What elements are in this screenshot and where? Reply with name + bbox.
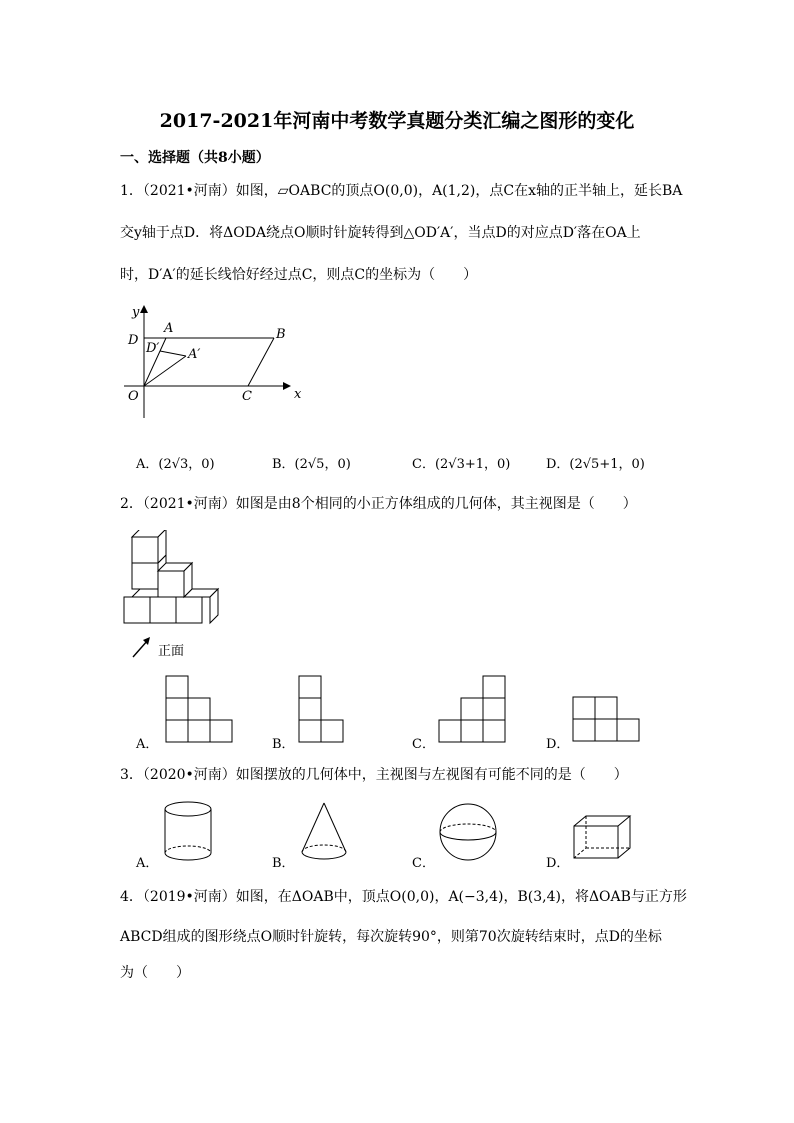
label-a: A	[164, 321, 174, 336]
label-b: B	[276, 327, 286, 342]
q1-line1: 1．（2021•河南）如图，▱OABC的顶点O(0,0)，A(1,2)，点C在x轴的正半轴上，延长BA	[120, 183, 683, 199]
q2-view-d	[572, 696, 642, 742]
label-o: O	[128, 389, 139, 404]
front-label: 正面	[158, 644, 185, 659]
front-arrow-icon	[130, 634, 154, 660]
q4-line1: 4．（2019•河南）如图，在ΔOAB中，顶点O(0,0)，A(−3,4)，B(3,4)，将ΔOAB与正方形	[120, 889, 687, 905]
q2-cube-figure	[118, 530, 223, 630]
page-title: 2017-2021年河南中考数学真题分类汇编之图形的变化	[159, 110, 635, 132]
label-d: D	[128, 333, 139, 348]
q3-option-a[interactable]: A．	[136, 856, 159, 871]
label-d-prime: D′	[146, 341, 160, 356]
line-oa-prime	[144, 356, 186, 386]
q2-line1: 2．（2021•河南）如图是由8个相同的小正方体组成的几何体，其主视图是（ ）	[120, 496, 637, 512]
section-heading: 一、选择题（共8小题）	[120, 150, 270, 166]
q2-view-a	[165, 675, 235, 743]
line-dp-ap	[160, 351, 186, 356]
label-x: x	[294, 387, 302, 402]
cuboid-icon	[572, 814, 634, 862]
q2-option-c[interactable]: C．	[412, 737, 435, 752]
q4-line2: ABCD组成的图形绕点O顺时针旋转，每次旋转90°，则第70次旋转结束时，点D的坐标	[120, 929, 662, 945]
q2-option-d[interactable]: D．	[546, 737, 570, 752]
q1-line3: 时，D′A′的延长线恰好经过点C，则点C的坐标为（ ）	[120, 267, 478, 283]
cylinder-icon	[162, 800, 214, 864]
sphere-icon	[438, 802, 500, 864]
q2-view-b	[298, 675, 346, 743]
q3-line1: 3．（2020•河南）如图摆放的几何体中，主视图与左视图有可能不同的是（ ）	[120, 767, 628, 783]
q2-option-b[interactable]: B．	[272, 737, 295, 752]
q1-line2: 交y轴于点D．将ΔODA绕点O顺时针旋转得到△OD′A′，当点D的对应点D′落在OA上	[120, 225, 641, 241]
q2-option-a[interactable]: A．	[136, 737, 159, 752]
label-a-prime: A′	[188, 347, 201, 362]
q1-option-d[interactable]: D．(2√5+1，0)	[546, 457, 645, 472]
line-bc	[248, 338, 274, 386]
q1-figure	[118, 300, 308, 420]
q3-option-c[interactable]: C．	[412, 856, 435, 871]
q3-option-d[interactable]: D．	[546, 856, 570, 871]
label-y: y	[132, 305, 140, 320]
label-c: C	[242, 389, 252, 404]
q4-line3: 为（ ）	[120, 965, 190, 981]
q2-view-c	[438, 675, 508, 743]
cone-icon	[298, 800, 350, 864]
q1-option-b[interactable]: B．(2√5，0)	[272, 457, 351, 472]
q1-option-c[interactable]: C．(2√3+1，0)	[412, 457, 511, 472]
q1-option-a[interactable]: A．(2√3，0)	[136, 457, 215, 472]
q3-option-b[interactable]: B．	[272, 856, 295, 871]
